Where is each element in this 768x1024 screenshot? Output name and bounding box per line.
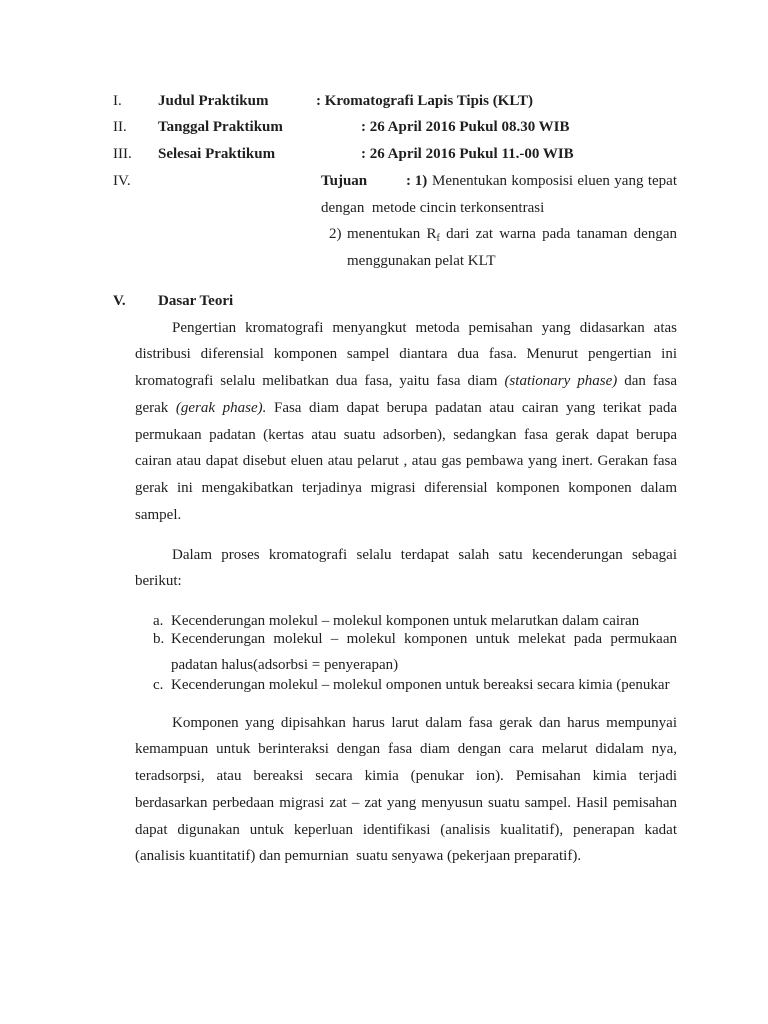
text-run: dari zat warna pada tanaman dengan	[439, 226, 677, 243]
section-number: IV.	[113, 172, 131, 189]
report-header	[0, 88, 768, 276]
paragraph-line: Komponen yang dipisahkan harus larut dalam fasa gerak dan harus mempunyai	[172, 714, 677, 731]
tujuan-row-continued	[0, 195, 768, 222]
subscript: f	[436, 233, 440, 245]
text-run: gerak	[135, 399, 176, 416]
italic-term: (stationary phase)	[504, 373, 618, 390]
paragraph	[135, 710, 677, 871]
tanggal-praktikum-label: Tanggal Praktikum	[158, 119, 283, 136]
list-marker: b.	[153, 630, 165, 647]
selesai-praktikum-value: : 26 April 2016 Pukul 11.-00 WIB	[361, 146, 574, 163]
section-number: II.	[113, 119, 127, 136]
goal-text-line: menggunakan pelat KLT	[347, 253, 496, 270]
paragraph-line: kemampuan untuk berinteraksi dengan fasa diam dengan cara melarut didalam nya,	[135, 741, 677, 758]
goal-text-line	[347, 221, 677, 248]
tujuan-goal-2-row	[0, 221, 768, 248]
paragraph-line: (analisis kuantitatif) dan pemurnian suatu senyawa (pekerjaan preparatif).	[135, 848, 582, 865]
list-marker: a.	[153, 612, 164, 629]
section-number: III.	[113, 146, 132, 163]
section-title: Dasar Teori	[158, 292, 234, 309]
section-heading	[0, 288, 768, 315]
section-number: V.	[113, 292, 126, 309]
paragraph-line: dapat digunakan untuk keperluan identifikasi (analisis kualitatif), penerapan kadat	[135, 821, 677, 838]
paragraph-line	[135, 368, 677, 395]
paragraph-line: berikut:	[135, 573, 182, 590]
paragraph-line: teradsorpsi, atau bereaksi secara kimia (penukar ion). Pemisahan kimia terjadi	[135, 768, 677, 785]
text-run: kromatografi selalu melibatkan dua fasa, yaitu fasa diam	[135, 373, 505, 390]
paragraph-line: Dalam proses kromatografi selalu terdapat salah satu kecenderungan sebagai	[172, 546, 677, 563]
list-line: Kecenderungan molekul – molekul omponen untuk bereaksi secara kimia (penukar	[171, 676, 670, 693]
list-line: padatan halus(adsorbsi = penyerapan)	[171, 657, 399, 674]
judul-praktikum-label: Judul Praktikum	[158, 92, 269, 109]
tanggal-row	[0, 114, 768, 141]
text-run: dan fasa	[617, 373, 677, 390]
judul-praktikum-value: : Kromatografi Lapis Tipis (KLT)	[316, 92, 533, 109]
paragraph-line: permukaan padatan (kertas atau suatu adsorben), sedangkan fasa gerak dapat berupa	[135, 426, 677, 443]
tujuan-goal-2-row-continued	[0, 248, 768, 275]
selesai-praktikum-label: Selesai Praktikum	[158, 146, 276, 163]
paragraph-line: Pengertian kromatografi menyangkut metoda pemisahan yang didasarkan atas	[172, 319, 677, 336]
paragraph-line: berdasarkan perbedaan migrasi zat – zat yang menyusun suatu sampel. Hasil pemisahan	[135, 794, 677, 811]
list-line: Kecenderungan molekul – molekul komponen untuk melarutkan dalam cairan	[171, 612, 640, 629]
goal-marker: : 1)	[406, 172, 428, 189]
dasar-teori-row	[0, 288, 768, 315]
goal-text-line: dengan metode cincin terkonsentrasi	[321, 199, 545, 216]
selesai-row	[0, 141, 768, 168]
text-run: menentukan R	[347, 226, 437, 243]
paragraph-line: sampel.	[135, 507, 182, 524]
tujuan-row	[0, 168, 768, 195]
list-line: Kecenderungan molekul – molekul komponen untuk melekat pada permukaan	[171, 630, 677, 647]
goal-text-line: Menentukan komposisi eluen yang tepat	[432, 172, 677, 189]
judul-row	[0, 88, 768, 115]
text-run: Fasa diam dapat berupa padatan atau cairan yang terikat pada	[266, 399, 678, 416]
italic-term: (gerak phase).	[175, 399, 267, 416]
paragraph-line	[135, 395, 677, 422]
list-item-text	[171, 672, 677, 699]
list-marker: c.	[153, 676, 164, 693]
paragraph-line: cairan atau dapat disebut eluen atau pelarut , atau gas pembawa yang inert. Gerakan fasa	[135, 453, 677, 470]
section-number: I.	[113, 92, 122, 109]
tanggal-praktikum-value: : 26 April 2016 Pukul 08.30 WIB	[361, 119, 570, 136]
paragraph-line: distribusi diferensial komponen sampel diantara dua fasa. Menurut pengertian ini	[135, 346, 677, 363]
goal-marker: 2)	[329, 226, 342, 243]
paragraph	[135, 315, 677, 529]
paragraph-line: gerak ini mengakibatkan terjadinya migrasi diferensial komponen komponen dalam	[135, 480, 677, 497]
paragraph	[135, 542, 677, 596]
tujuan-label: Tujuan	[321, 172, 368, 189]
